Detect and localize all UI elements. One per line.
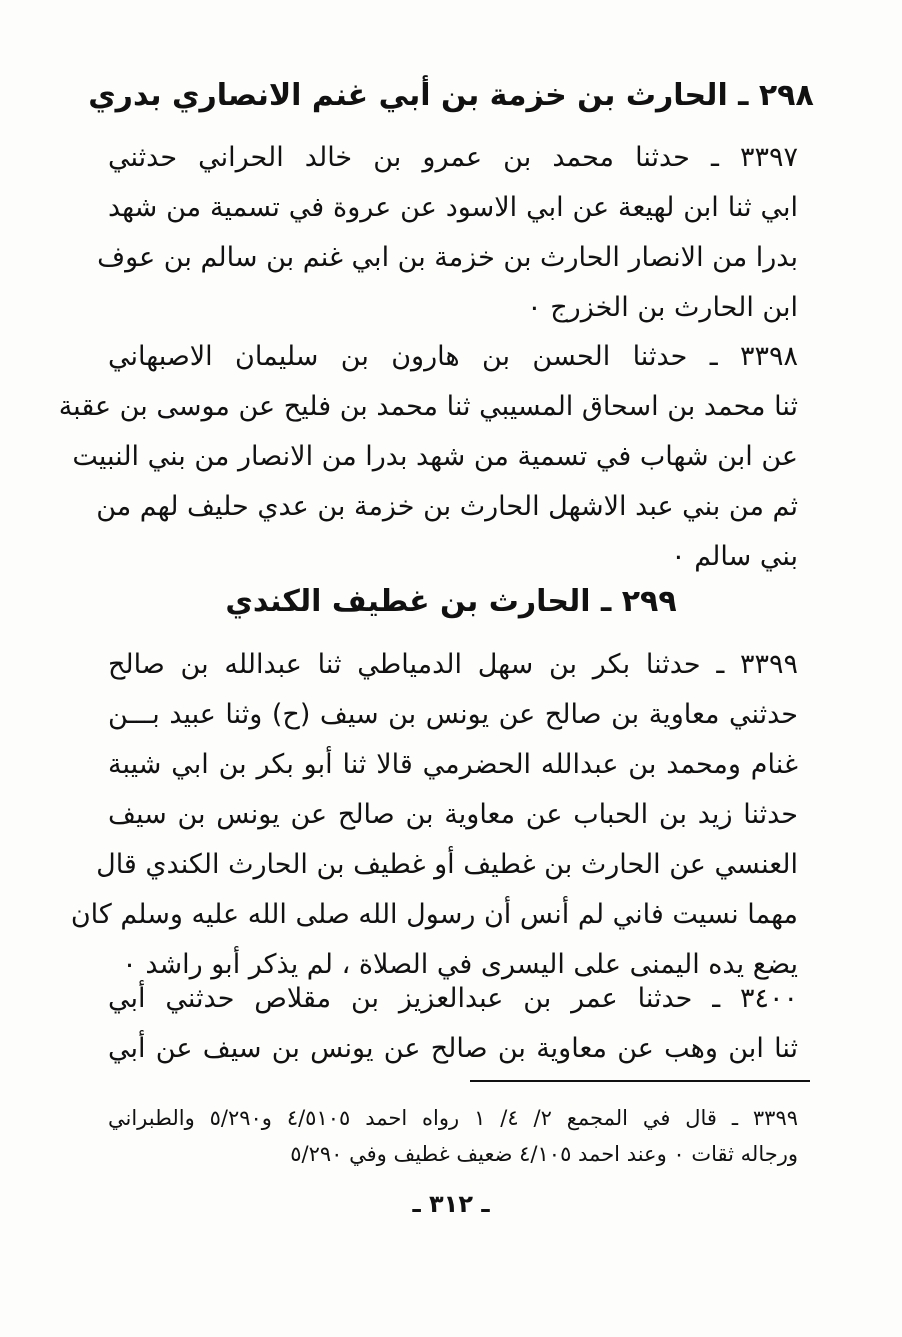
footnote-line: ٣٣٩٩ ـ قال في المجمع ٢/ ٤/ ١ رواه احمد ٤/٥١٠٥ و٥/٢٩٠ والطبراني (108, 1106, 799, 1130)
text-line: يضع يده اليمنى على اليسرى في الصلاة ، لم يذكر أبو راشد ٠ (122, 949, 798, 980)
footnote-divider (470, 1080, 810, 1082)
text-line: بدرا من الانصار الحارث بن خزمة بن ابي غنم بن سالم بن عوف (97, 242, 798, 273)
text-line: ابن الحارث بن الخزرج ٠ (527, 292, 798, 323)
text-line: ٣٣٩٧ ـ حدثنا محمد بن عمرو بن خالد الحراني حدثني (108, 142, 798, 173)
page-number: ـ ٣١٢ ـ (412, 1190, 490, 1218)
hadith-3400 (108, 974, 798, 1074)
footnote-line: ورجاله ثقات ٠ وعند احمد ٤/١٠٥ ضعيف غطيف وفي ٥/٢٩٠ (290, 1142, 798, 1166)
text-line: ثنا ابن وهب عن معاوية بن صالح عن يونس بن سيف عن أبي (108, 1033, 798, 1064)
text-line: حدثنا زيد بن الحباب عن معاوية بن صالح عن يونس بن سيف (108, 799, 798, 830)
hadith-3399 (70, 640, 798, 990)
text-line: العنسي عن الحارث بن غطيف أو غطيف بن الحارث الكندي قال (96, 849, 798, 880)
text-line: ابي ثنا ابن لهيعة عن ابي الاسود عن عروة في تسمية من شهد (108, 192, 798, 223)
text-line: ثنا محمد بن اسحاق المسيبي ثنا محمد بن فليح عن موسى بن عقبة (58, 391, 798, 422)
text-line: غنام ومحمد بن عبدالله الحضرمي قالا ثنا أبو بكر بن ابي شيبة (108, 749, 798, 780)
hadith-3398 (58, 332, 798, 582)
section-heading-298: ٢٩٨ ـ الحارث بن خزمة بن أبي غنم الانصاري بدري (88, 78, 814, 113)
section-heading-299: ٢٩٩ ـ الحارث بن غطيف الكندي (225, 584, 677, 619)
footnote (108, 1100, 798, 1172)
text-line: مهما نسيت فاني لم أنس أن رسول الله صلى الله عليه وسلم كان (70, 899, 798, 930)
text-line: ثم من بني عبد الاشهل الحارث بن خزمة بن عدي حليف لهم من (96, 491, 798, 522)
text-line: ٣٣٩٨ ـ حدثنا الحسن بن هارون بن سليمان الاصبهاني (108, 341, 798, 372)
text-line: ٣٤٠٠ ـ حدثنا عمر بن عبدالعزيز بن مقلاص حدثني أبي (108, 983, 798, 1014)
text-line: بني سالم ٠ (671, 541, 798, 572)
hadith-3397 (97, 133, 798, 333)
text-line: ٣٣٩٩ ـ حدثنا بكر بن سهل الدمياطي ثنا عبدالله بن صالح (108, 649, 798, 680)
text-line: عن ابن شهاب في تسمية من شهد بدرا من الانصار من بني النبيت (72, 441, 798, 472)
text-line: حدثني معاوية بن صالح عن يونس بن سيف (ح) وثنا عبيد بـــن (108, 699, 798, 730)
